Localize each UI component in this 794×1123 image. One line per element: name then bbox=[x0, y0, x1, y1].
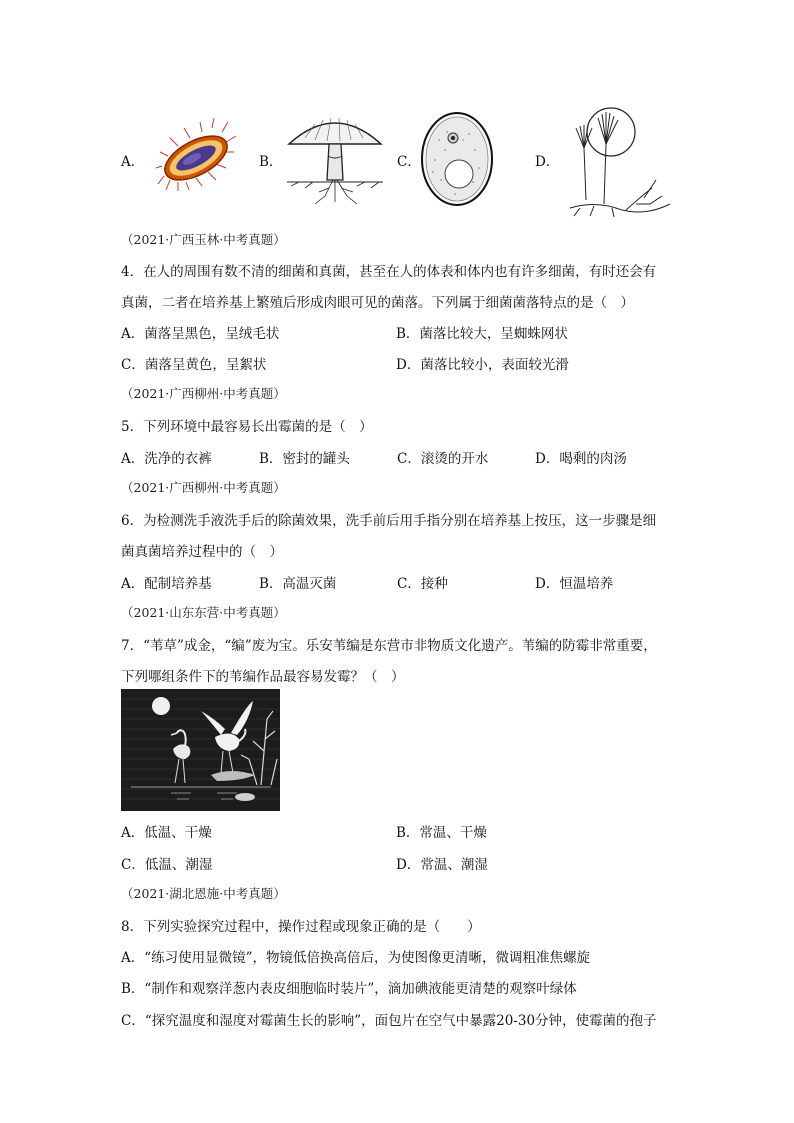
question-text-line: 7．“苇草”成金，“编”废为宝。乐安苇编是东营市非物质文化遗产。苇编的防霉非常重要， bbox=[121, 638, 657, 654]
answer-option-d[interactable]: D．常温、潮湿 bbox=[396, 857, 488, 873]
reed-weaving-crane-image bbox=[121, 689, 280, 811]
question-text-line: 菌真菌培养过程中的（ ） bbox=[121, 544, 283, 560]
figure-option-a-label: A． bbox=[121, 154, 145, 170]
mushroom-figure bbox=[285, 108, 385, 206]
question-source: （2021·广西柳州·中考真题） bbox=[121, 480, 286, 495]
answer-option-a[interactable]: A．“练习使用显微镜”，物镜低倍换高倍后，为使图像更清晰，微调粗准焦螺旋 bbox=[121, 950, 591, 966]
answer-option-d[interactable]: D．喝剩的肉汤 bbox=[535, 451, 627, 467]
figure-option-c-label: C． bbox=[397, 154, 421, 170]
yeast-cell-figure bbox=[419, 110, 495, 208]
answer-option-c[interactable]: C．低温、潮湿 bbox=[121, 857, 213, 873]
answer-option-b[interactable]: B．高温灭菌 bbox=[259, 576, 337, 592]
answer-option-a[interactable]: A．菌落呈黑色，呈绒毛状 bbox=[121, 326, 280, 342]
question-text-line: 4．在人的周围有数不清的细菌和真菌，甚至在人的体表和体内也有许多细菌，有时还会有 bbox=[121, 264, 657, 280]
answer-option-d[interactable]: D．恒温培养 bbox=[535, 576, 614, 592]
answer-option-b[interactable]: B．密封的罐头 bbox=[259, 451, 350, 467]
question-text-line: 6．为检测洗手液洗手后的除菌效果，洗手前后用手指分别在培养基上按压，这一步骤是细 bbox=[121, 513, 657, 529]
question-source: （2021·湖北恩施·中考真题） bbox=[121, 886, 286, 901]
question-text-line: 5．下列环境中最容易长出霉菌的是（ ） bbox=[121, 419, 373, 435]
answer-option-d[interactable]: D．菌落比较小，表面较光滑 bbox=[396, 357, 569, 373]
question-source: （2021·广西柳州·中考真题） bbox=[121, 386, 286, 401]
figure-option-b-label: B． bbox=[259, 154, 283, 170]
answer-option-b[interactable]: B．常温、干燥 bbox=[396, 825, 487, 841]
question-text-line: 下列哪组条件下的苇编作品最容易发霉？（ ） bbox=[121, 669, 405, 685]
answer-option-b[interactable]: B．菌落比较大，呈蜘蛛网状 bbox=[396, 326, 568, 342]
answer-option-b[interactable]: B．“制作和观察洋葱内表皮细胞临时装片”，滴加碘液能更清楚的观察叶绿体 bbox=[121, 981, 577, 997]
answer-option-a[interactable]: A．配制培养基 bbox=[121, 576, 212, 592]
question-text-line: 8．下列实验探究过程中，操作过程或现象正确的是（ ） bbox=[121, 919, 481, 935]
question-text-line: 真菌，二者在培养基上繁殖后形成肉眼可见的菌落。下列属于细菌菌落特点的是（ ） bbox=[121, 295, 634, 311]
figure-option-d-label: D． bbox=[535, 154, 560, 170]
answer-option-c[interactable]: C．滚烫的开水 bbox=[397, 451, 489, 467]
penicillium-figure bbox=[566, 100, 674, 218]
answer-option-a[interactable]: A．低温、干燥 bbox=[121, 825, 212, 841]
question-source: （2021·山东东营·中考真题） bbox=[121, 605, 286, 620]
answer-option-a[interactable]: A．洗净的衣裤 bbox=[121, 451, 212, 467]
answer-option-c[interactable]: C．菌落呈黄色，呈絮状 bbox=[121, 357, 267, 373]
question-source: （2021·广西玉林·中考真题） bbox=[121, 232, 286, 247]
bacterium-figure bbox=[156, 118, 242, 192]
answer-option-c[interactable]: C．“探究温度和湿度对霉菌生长的影响”，面包片在空气中暴露20-30分钟，使霉菌的孢子 bbox=[121, 1013, 657, 1029]
answer-option-c[interactable]: C．接种 bbox=[397, 576, 448, 592]
